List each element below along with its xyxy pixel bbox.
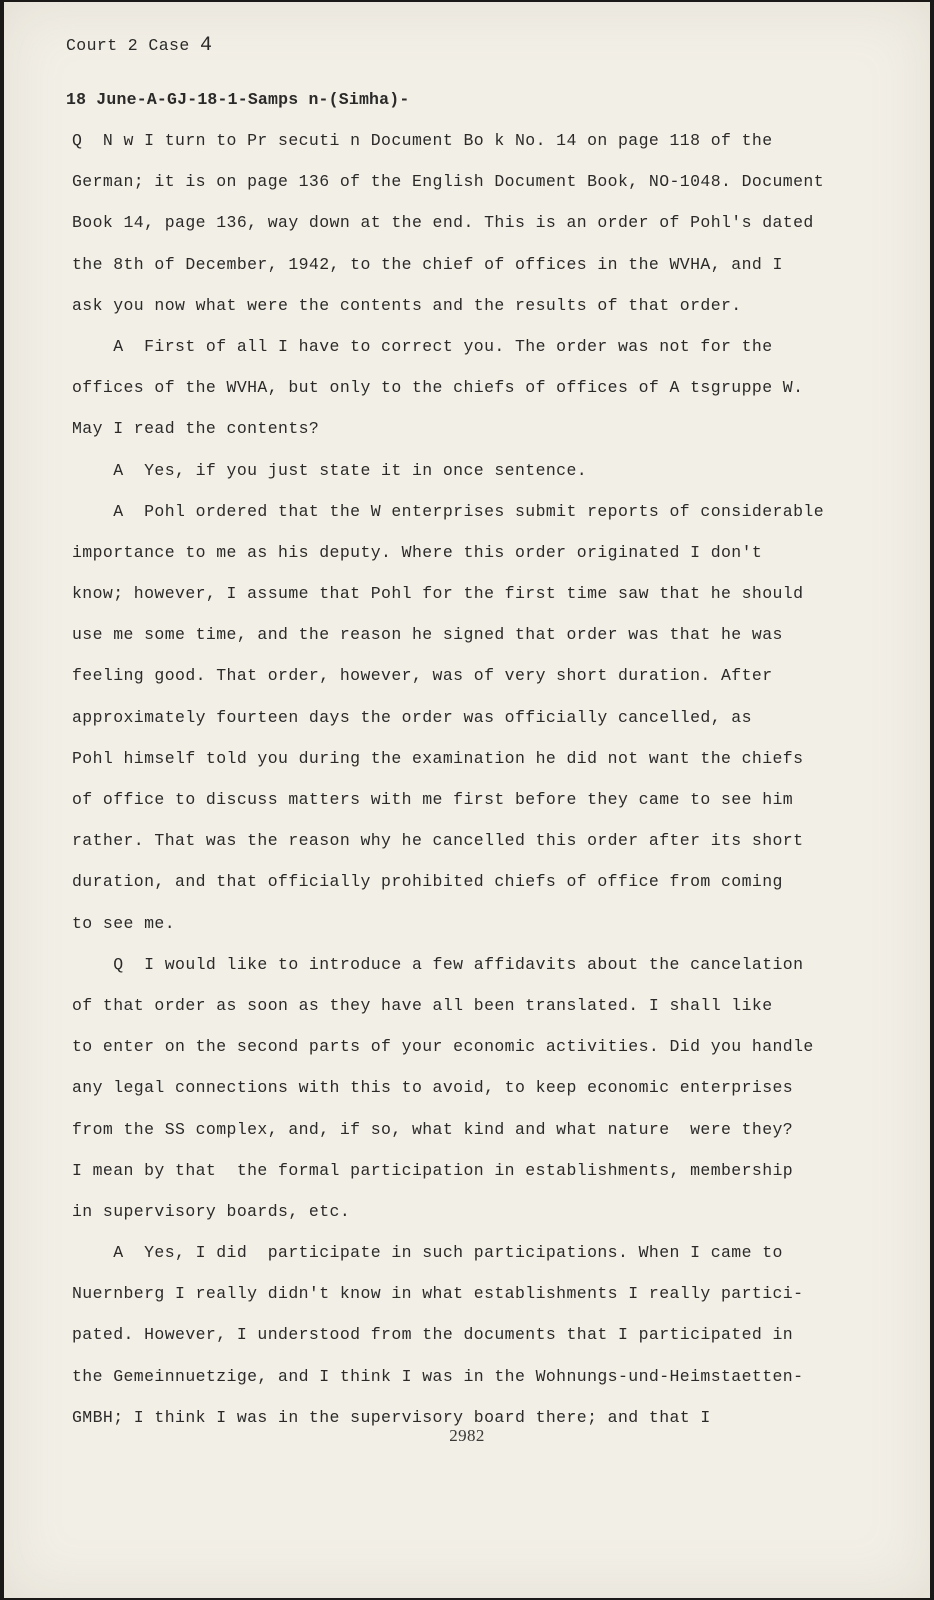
- transcript-line: duration, and that officially prohibited chiefs of office from coming: [72, 872, 783, 892]
- transcript-line: to see me.: [72, 913, 176, 933]
- transcript-line: of office to discuss matters with me first before they came to see him: [72, 790, 794, 809]
- transcript-line: I mean by that the formal participation in establishments, membership: [72, 1160, 794, 1180]
- transcript-line: GMBH; I think I was in the supervisory board there; and that I: [72, 1407, 711, 1427]
- transcript-line: use me some time, and the reason he signed that order was that he was: [72, 625, 783, 645]
- transcript-line: A Yes, if you just state it in once sentence.: [72, 460, 588, 480]
- transcript-line: to enter on the second parts of your economic activities. Did you handle: [72, 1037, 814, 1057]
- transcript-line: ask you now what were the contents and the results of that order.: [72, 295, 742, 315]
- transcript-line: rather. That was the reason why he cancelled this order after its short: [72, 831, 804, 851]
- transcript-line: Pohl himself told you during the examination he did not want the chiefs: [72, 748, 804, 768]
- session-reference: 18 June-A-GJ-18-1-Samps n-(Simha)-: [66, 90, 410, 109]
- transcript-line: the Gemeinnuetzige, and I think I was in the Wohnungs-und-Heimstaetten-: [72, 1366, 804, 1386]
- transcript-line: the 8th of December, 1942, to the chief of offices in the WVHA, and I: [72, 254, 783, 274]
- court-label: Court 2 Case: [66, 36, 190, 55]
- transcript-line: Book 14, page 136, way down at the end. This is an order of Pohl's dated: [72, 213, 814, 233]
- case-number: 4: [199, 34, 212, 57]
- transcript-line: feeling good. That order, however, was of very short duration. After: [72, 666, 773, 686]
- transcript-line: A Yes, I did participate in such participations. When I came to: [72, 1243, 783, 1263]
- transcript-line: importance to me as his deputy. Where this order originated I don't: [72, 542, 763, 562]
- transcript-line: Nuernberg I really didn't know in what establishments I really partici-: [72, 1284, 804, 1304]
- page-number: 2982: [449, 1426, 485, 1445]
- transcript-line: of that order as soon as they have all been translated. I shall like: [72, 995, 773, 1015]
- document-page: [4, 2, 930, 1598]
- transcript-line: May I read the contents?: [72, 419, 320, 439]
- transcript-line: A First of all I have to correct you. The order was not for the: [72, 336, 773, 356]
- transcript-line: A Pohl ordered that the W enterprises submit reports of considerable: [72, 501, 825, 521]
- transcript-line: in supervisory boards, etc.: [72, 1201, 351, 1221]
- transcript-line: pated. However, I understood from the documents that I participated in: [72, 1325, 794, 1345]
- transcript-body: [72, 120, 852, 1438]
- transcript-line: offices of the WVHA, but only to the chiefs of offices of A tsgruppe W.: [72, 378, 804, 398]
- transcript-line: know; however, I assume that Pohl for the first time saw that he should: [72, 584, 804, 604]
- transcript-line: any legal connections with this to avoid, to keep economic enterprises: [72, 1078, 794, 1098]
- court-case-header: [66, 34, 212, 57]
- transcript-line: approximately fourteen days the order was officially cancelled, as: [72, 707, 752, 727]
- transcript-line: from the SS complex, and, if so, what kind and what nature were they?: [72, 1119, 794, 1139]
- transcript-line: German; it is on page 136 of the English Document Book, NO-1048. Document: [72, 172, 825, 192]
- transcript-line: Q I would like to introduce a few affidavits about the cancelation: [72, 954, 804, 974]
- transcript-line: Q N w I turn to Pr secuti n Document Bo k No. 14 on page 118 of the: [72, 131, 773, 150]
